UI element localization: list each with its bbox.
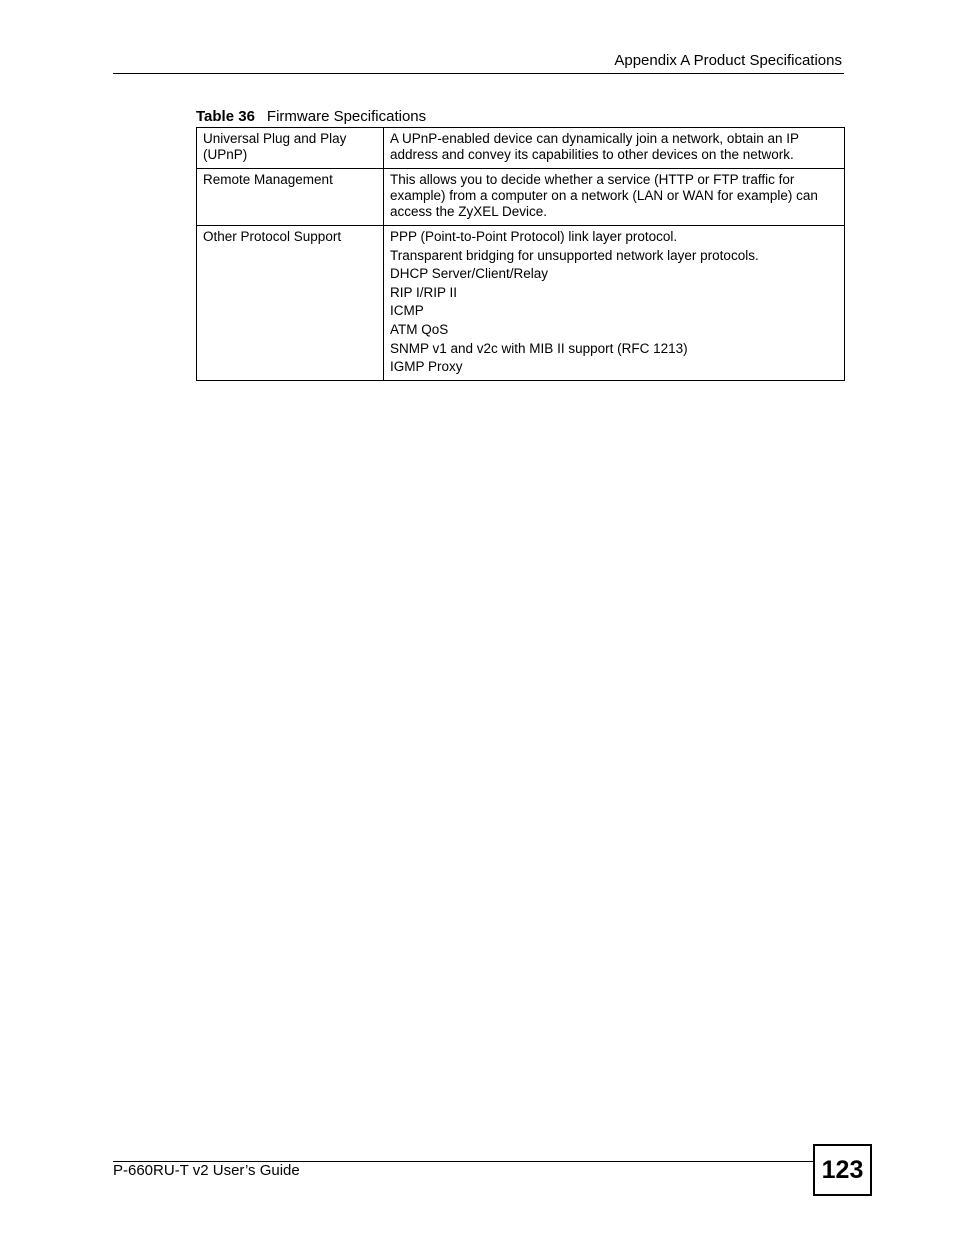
table-caption-title: Firmware Specifications (266, 108, 427, 125)
description-line: ICMP (390, 303, 424, 319)
description-cell (384, 169, 845, 226)
table-row (197, 128, 845, 169)
description-line: A UPnP-enabled device can dynamically join a network, obtain an IP address and convey its capabilities to other devices on the network. (390, 131, 799, 162)
table-row (197, 169, 845, 226)
firmware-specifications-table (196, 127, 845, 381)
table-row (197, 226, 845, 381)
description-line: RIP I/RIP II (390, 284, 458, 300)
footer-guide-title: P-660RU-T v2 User’s Guide (113, 1162, 300, 1179)
description-line: ATM QoS (390, 321, 449, 337)
feature-cell: Remote Management (197, 169, 384, 226)
feature-cell: Universal Plug and Play (UPnP) (197, 128, 384, 169)
description-line: SNMP v1 and v2c with MIB II support (RFC 1213) (390, 340, 688, 356)
description-line: IGMP Proxy (390, 359, 463, 375)
table-caption-label: Table 36 (196, 108, 255, 125)
description-line: PPP (Point-to-Point Protocol) link layer protocol. (390, 229, 678, 244)
description-cell (384, 128, 845, 169)
description-line: This allows you to decide whether a service (HTTP or FTP traffic for example) from a computer on a network (LAN or WAN for example) can access the ZyXEL Device. (390, 172, 818, 219)
header-title: Appendix A Product Specifications (614, 52, 842, 69)
table-caption (196, 108, 426, 126)
header-divider (113, 73, 844, 74)
feature-cell: Other Protocol Support (197, 226, 384, 381)
page-number: 123 (813, 1144, 872, 1196)
description-line: Transparent bridging for unsupported network layer protocols. (390, 247, 759, 263)
description-line: DHCP Server/Client/Relay (390, 266, 549, 282)
description-cell (384, 226, 845, 381)
